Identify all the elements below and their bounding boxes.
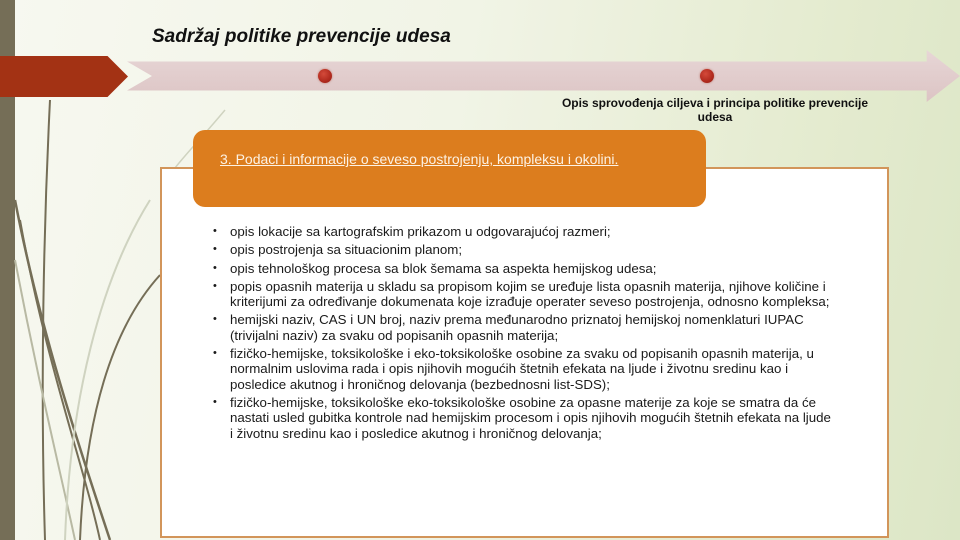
section-header-box [193, 130, 706, 207]
timeline-step-label: Opis sprovođenja ciljeva i principa politike prevencije udesa [561, 96, 869, 124]
timeline-arrow [127, 50, 960, 102]
list-item: • fizičko-hemijske, toksikološke eko-toksikološke osobine za opasne materije za koje se smatra da će nastati usled gubitka kontrole nad hemijskim procesom i opis njihovih mogućih štetnih efekata na ljude i životnu sredinu kao i posledice akutnog i hroničnog delovanja; [213, 395, 833, 441]
list-item: • opis postrojenja sa situacionim planom; [213, 242, 833, 257]
section-header-link[interactable]: 3. Podaci i informacije o seveso postrojenju, kompleksu i okolini. [220, 151, 619, 167]
red-chevron-marker [0, 56, 128, 97]
list-item: • opis tehnološkog procesa sa blok šemama sa aspekta hemijskog udesa; [213, 261, 833, 276]
timeline-dot-2[interactable] [700, 69, 714, 83]
slide-title: Sadržaj politike prevencije udesa [152, 26, 451, 47]
list-item: • opis lokacije sa kartografskim prikazom u odgovarajućoj razmeri; [213, 224, 833, 239]
timeline-dot-1[interactable] [318, 69, 332, 83]
list-item: • hemijski naziv, CAS i UN broj, naziv prema međunarodno priznatoj hemijskoj nomenklaturi IUPAC (trivijalni naziv) za svaku od popisanih opasnih materija; [213, 312, 833, 343]
list-item: • fizičko-hemijske, toksikološke i eko-toksikološke osobine za svaku od popisanih opasnih materija, u normalnim uslovima rada i opis njihovih mogućih štetnih efekata na ljude i životnu sredinu kao i posledice akutnog i hroničnog delovanja (bezbednosni list-SDS); [213, 346, 833, 392]
list-item: • popis opasnih materija u skladu sa propisom kojim se uređuje lista opasnih materija, njihove količine i kriterijumi za određivanje dokumenata koje izrađuje operater seveso postrojenja, odnosno kompleksa; [213, 279, 833, 310]
bullet-list [213, 224, 833, 444]
